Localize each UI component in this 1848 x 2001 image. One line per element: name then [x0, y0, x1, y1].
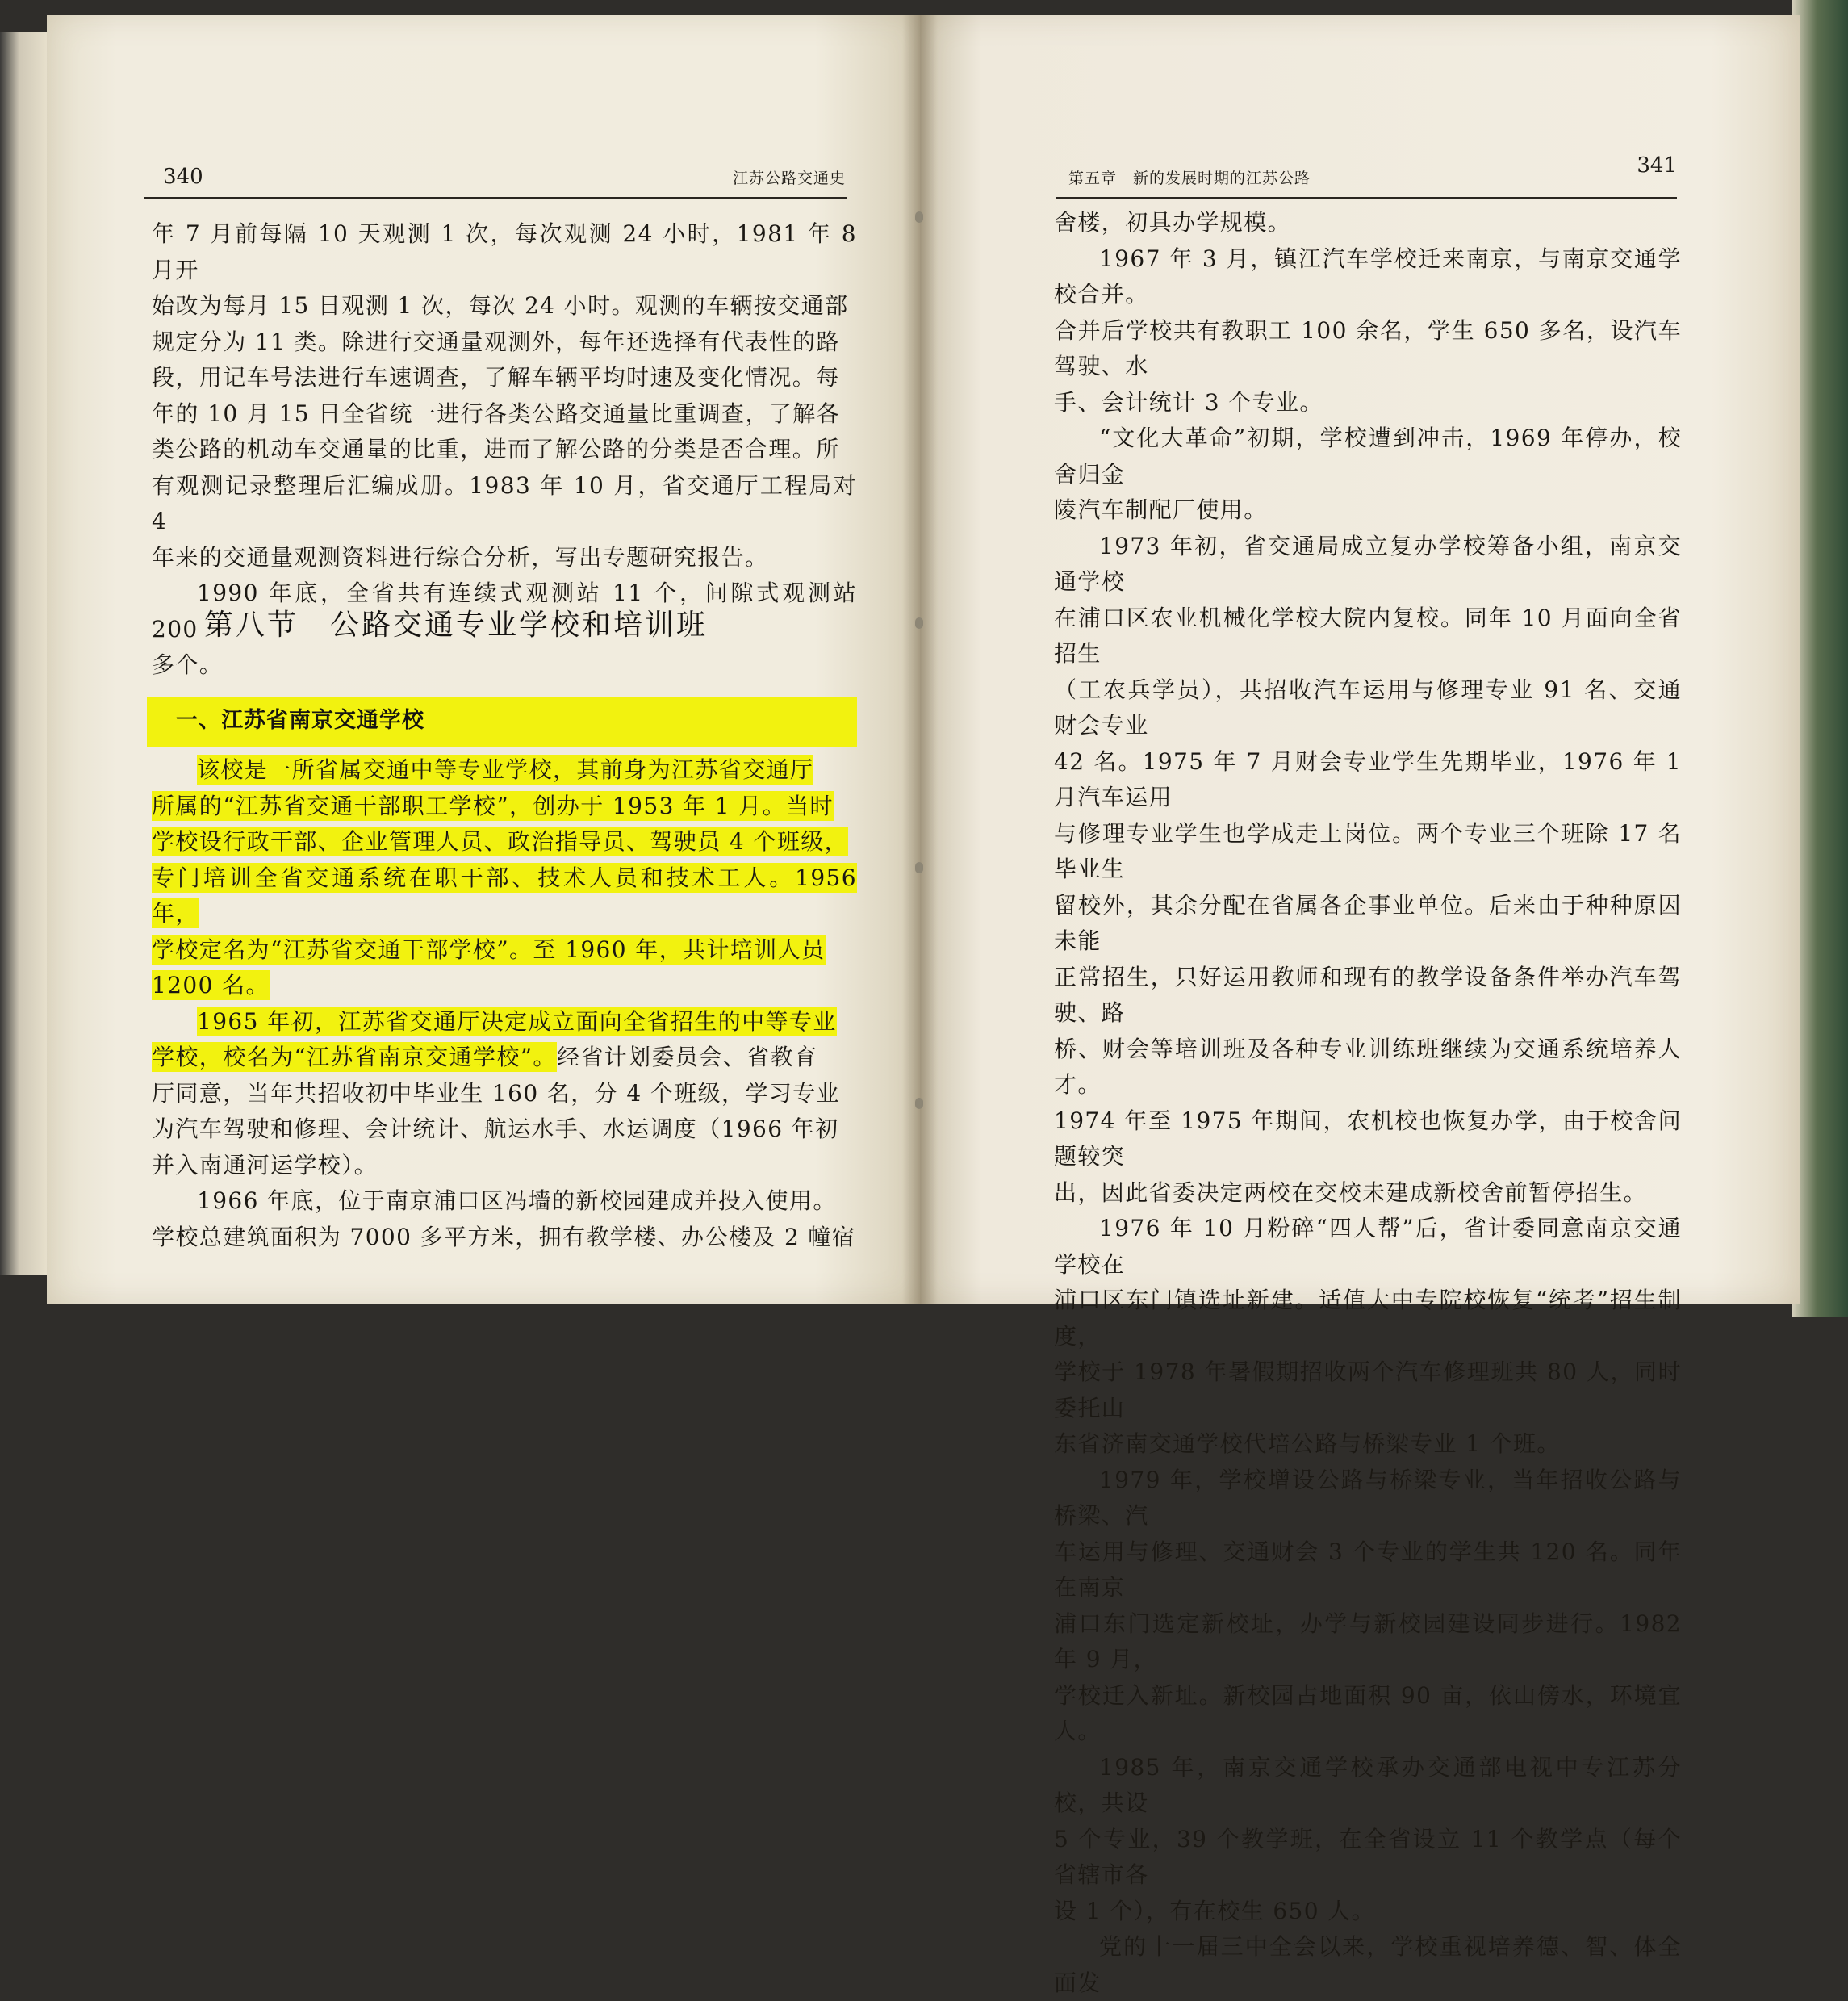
text-line: 1990 年底，全省共有连续式观测站 11 个，间隙式观测站 200: [152, 580, 857, 643]
binding-stitch: [915, 211, 923, 223]
text-line: 设 1 个），有在校生 650 人。: [1054, 1897, 1376, 1924]
text-line: 1979 年，学校增设公路与桥梁专业，当年招收公路与桥梁、汽: [1054, 1466, 1682, 1529]
text-line: 有观测记录整理后汇编成册。1983 年 10 月，省交通厅工程局对 4: [152, 471, 857, 534]
highlighted-text-line: 学校设行政干部、企业管理人员、政治指导员、驾驶员 4 个班级，: [152, 828, 849, 855]
text-line: 桥、财会等培训班及各种专业训练班继续为交通系统培养人才。: [1054, 1035, 1682, 1098]
left-running-title: 江苏公路交通史: [732, 170, 846, 187]
text-line: 陵汽车制配厂使用。: [1054, 496, 1268, 523]
text-line: 学校迁入新址。新校园占地面积 90 亩，依山傍水，环境宜人。: [1054, 1681, 1682, 1744]
text-line: 类公路的机动车交通量的比重，进而了解公路的分类是否合理。所: [152, 436, 840, 463]
right-page-number: 341: [1637, 153, 1677, 178]
book-gutter: [902, 15, 938, 1304]
text-line: 东省济南交通学校代培公路与桥梁专业 1 个班。: [1054, 1430, 1561, 1457]
text-line: “文化大革命”初期，学校遭到冲击，1969 年停办，校舍归金: [1054, 425, 1682, 488]
left-page-number: 340: [163, 165, 203, 189]
binding-stitch: [915, 862, 923, 873]
text-line: 手、会计统计 3 个专业。: [1054, 388, 1323, 416]
book-cover-edge-right: [1792, 0, 1848, 1317]
text-line: 规定分为 11 类。除进行交通量观测外，每年还选择有代表性的路: [152, 328, 840, 355]
text-line: 并入南通河运学校）。: [152, 1151, 378, 1178]
binding-stitch: [915, 1098, 923, 1109]
text-line: 年 7 月前每隔 10 天观测 1 次，每次观测 24 小时，1981 年 8 月开: [152, 220, 857, 283]
left-running-head: [144, 153, 847, 199]
text-line: 浦口区东门镇选址新建。适值大中专院校恢复“统考”招生制度，: [1054, 1287, 1682, 1350]
highlighted-text-line: 该校是一所省属交通中等专业学校，其前身为江苏省交通厅: [197, 756, 814, 783]
text-line: 年来的交通量观测资料进行综合分析，写出专题研究报告。: [152, 543, 769, 571]
book-cover-edge-left: [0, 32, 48, 1275]
text-line: 在浦口区农业机械化学校大院内复校。同年 10 月面向全省招生: [1054, 604, 1682, 667]
text-line: 为汽车驾驶和修理、会计统计、航运水手、水运调度（1966 年初: [152, 1116, 839, 1142]
left-school-paragraph: [152, 752, 857, 1255]
text-line: 1966 年底，位于南京浦口区冯墙的新校园建成并投入使用。: [197, 1187, 837, 1214]
text-line: 舍楼，初具办学规模。: [1054, 209, 1292, 236]
highlighted-text-line: 所属的“江苏省交通干部职工学校”，创办于 1953 年 1 月。当时: [152, 792, 834, 819]
text-line: 党的十一届三中全会以来，学校重视培养德、智、体全面发: [1054, 1933, 1682, 1996]
highlighted-text-line: 学校，校名为“江苏省南京交通学校”。: [152, 1044, 557, 1070]
text-line: 浦口东门选定新校址，办学与新校园建设同步进行。1982 年 9 月，: [1054, 1610, 1682, 1672]
text-line: 出，因此省委决定两校在交校未建成新校舍前暂停招生。: [1054, 1178, 1648, 1206]
text-line: 车运用与修理、交通财会 3 个专业的学生共 120 名。同年在南京: [1054, 1538, 1682, 1601]
text-line: 经省计划委员会、省教育: [556, 1044, 818, 1070]
text-line: 年的 10 月 15 日全省统一进行各类公路交通量比重调查，了解各: [152, 400, 841, 427]
text-line: 厅同意，当年共招收初中毕业生 160 名，分 4 个班级，学习专业: [152, 1079, 841, 1107]
text-line: （工农兵学员），共招收汽车运用与修理专业 91 名、交通财会专业: [1054, 676, 1682, 739]
highlighted-text-line: 1965 年初，江苏省交通厅决定成立面向全省招生的中等专业: [197, 1007, 837, 1035]
highlighted-text-line: 1200 名。: [152, 972, 270, 998]
text-line: 5 个专业，39 个教学班，在全省设立 11 个教学点（每个省辖市各: [1054, 1825, 1682, 1888]
text-line: 正常招生，只好运用教师和现有的教学设备条件举办汽车驾驶、路: [1054, 963, 1682, 1026]
text-line: 留校外，其余分配在省属各企事业单位。后来由于种种原因未能: [1054, 891, 1682, 954]
text-line: 1973 年初，省交通局成立复办学校筹备小组，南京交通学校: [1054, 532, 1682, 595]
text-line: 1985 年，南京交通学校承办交通部电视中专江苏分校，共设: [1054, 1753, 1682, 1816]
right-body-text: [1054, 205, 1682, 2001]
text-line: 与修理专业学生也学成走上岗位。两个专业三个班除 17 名毕业生: [1054, 819, 1682, 882]
sub-heading: 一、江苏省南京交通学校: [176, 708, 424, 733]
highlighted-text-line: 学校定名为“江苏省交通干部学校”。至 1960 年，共计培训人员: [152, 936, 826, 963]
highlighted-text-line: 专门培训全省交通系统在职干部、技术人员和技术工人。1956 年，: [152, 864, 857, 927]
text-line: 多个。: [152, 651, 224, 678]
text-line: 合并后学校共有教职工 100 余名，学生 650 多名，设汽车驾驶、水: [1054, 316, 1682, 379]
right-running-head: [1056, 153, 1677, 199]
text-line: 1976 年 10 月粉碎“四人帮”后，省计委同意南京交通学校在: [1054, 1215, 1682, 1278]
text-line: 42 名。1975 年 7 月财会专业学生先期毕业，1976 年 1 月汽车运用: [1054, 747, 1682, 810]
text-line: 学校总建筑面积为 7000 多平方米，拥有教学楼、办公楼及 2 幢宿: [152, 1223, 856, 1250]
right-running-title: 第五章 新的发展时期的江苏公路: [1068, 170, 1311, 187]
binding-stitch: [915, 617, 923, 629]
left-page: [47, 15, 920, 1304]
text-line: 段，用记车号法进行车速调查，了解车辆平均时速及变化情况。每: [152, 364, 840, 391]
right-page: [920, 15, 1800, 1996]
text-line: 学校于 1978 年暑假期招收两个汽车修理班共 80 人，同时委托山: [1054, 1358, 1682, 1421]
text-line: 1974 年至 1975 年期间，农机校也恢复办学，由于校舍问题较突: [1054, 1107, 1682, 1170]
text-line: 始改为每月 15 日观测 1 次，每次 24 小时。观测的车辆按交通部: [152, 292, 849, 319]
text-line: 1967 年 3 月，镇江汽车学校迁来南京，与南京交通学校合并。: [1054, 245, 1682, 308]
section-heading: 第八节 公路交通专业学校和培训班: [204, 609, 709, 642]
